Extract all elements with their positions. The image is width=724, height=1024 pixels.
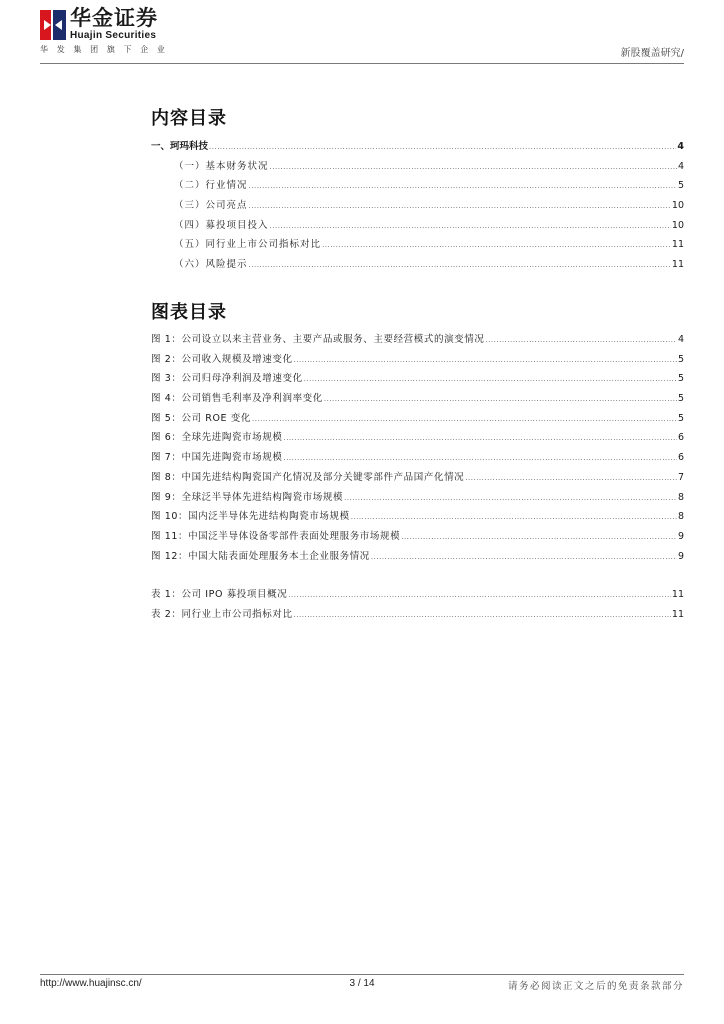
dot-leader bbox=[283, 434, 676, 442]
figure-entry-label: 图 3：公司归母净利润及增速变化 bbox=[151, 373, 303, 385]
figure-entry[interactable] bbox=[151, 548, 684, 568]
toc-entry[interactable] bbox=[151, 236, 684, 256]
toc-entry-label: （四）募投项目投入 bbox=[174, 219, 269, 231]
figure-entry[interactable] bbox=[151, 370, 684, 390]
toc-entry-label: （二）行业情况 bbox=[174, 180, 248, 192]
figure-entry[interactable] bbox=[151, 410, 684, 430]
page-number: 3 / 14 bbox=[349, 978, 375, 989]
brand-name-cn: 华金证券 bbox=[70, 6, 158, 30]
dot-leader bbox=[249, 182, 677, 190]
brand-tagline: 华发集团旗下企业 bbox=[40, 45, 174, 54]
dot-leader bbox=[252, 415, 677, 423]
table-entry-label: 表 1：公司 IPO 募投项目概况 bbox=[151, 589, 288, 600]
footer-divider bbox=[40, 974, 684, 975]
figure-entry[interactable] bbox=[151, 390, 684, 410]
figure-entry[interactable] bbox=[151, 489, 684, 509]
table-entry-page: 11 bbox=[671, 608, 684, 620]
figure-entry-label: 图 12：中国大陆表面处理服务本土企业服务情况 bbox=[151, 550, 370, 562]
dot-leader bbox=[351, 513, 677, 521]
figure-entry-page: 9 bbox=[677, 550, 684, 562]
dot-leader bbox=[294, 356, 677, 364]
report-type: 新股覆盖研究/ bbox=[620, 48, 684, 59]
table-entry-page: 11 bbox=[671, 589, 684, 600]
figure-entry-page: 5 bbox=[677, 412, 684, 424]
dot-leader bbox=[249, 261, 671, 269]
figure-index bbox=[151, 331, 684, 567]
figure-entry[interactable] bbox=[151, 469, 684, 489]
figure-entry-page: 7 bbox=[677, 471, 684, 483]
figure-entry-page: 4 bbox=[677, 334, 684, 345]
figure-entry-page: 8 bbox=[677, 491, 684, 503]
figure-entry[interactable] bbox=[151, 429, 684, 449]
toc-entry-page: 4 bbox=[677, 160, 684, 172]
table-entry[interactable] bbox=[151, 606, 684, 626]
figure-entry-label: 图 2：公司收入规模及增速变化 bbox=[151, 353, 293, 365]
figure-entry-label: 图 9：全球泛半导体先进结构陶瓷市场规模 bbox=[151, 491, 344, 503]
figure-entry-label: 图 7：中国先进陶瓷市场规模 bbox=[151, 452, 283, 464]
toc-entry[interactable] bbox=[151, 177, 684, 197]
toc-entry-page: 11 bbox=[671, 259, 684, 271]
header-divider bbox=[40, 63, 684, 64]
figure-entry[interactable] bbox=[151, 351, 684, 371]
toc-entry-label: （一）基本财务状况 bbox=[174, 160, 269, 172]
toc-entry[interactable] bbox=[151, 256, 684, 276]
dot-leader bbox=[322, 241, 671, 249]
figure-entry[interactable] bbox=[151, 528, 684, 548]
figure-entry[interactable] bbox=[151, 331, 684, 351]
dot-leader bbox=[344, 494, 677, 502]
dot-leader bbox=[304, 375, 677, 383]
table-entry-label: 表 2：同行业上市公司指标对比 bbox=[151, 608, 293, 620]
dot-leader bbox=[249, 202, 671, 210]
dot-leader bbox=[288, 591, 671, 599]
toc-entry-page: 5 bbox=[677, 180, 684, 192]
figure-entry-page: 6 bbox=[677, 452, 684, 464]
figure-entry[interactable] bbox=[151, 449, 684, 469]
table-index bbox=[151, 586, 684, 625]
figure-entry-page: 6 bbox=[677, 432, 684, 444]
huajin-logo-icon bbox=[40, 10, 66, 40]
figure-entry-page: 5 bbox=[677, 353, 684, 365]
dot-leader bbox=[371, 553, 677, 561]
toc-entry[interactable] bbox=[151, 158, 684, 178]
figure-entry[interactable] bbox=[151, 508, 684, 528]
figure-entry-label: 图 11：中国泛半导体设备零部件表面处理服务市场规模 bbox=[151, 530, 401, 542]
toc-entry-label: （五）同行业上市公司指标对比 bbox=[174, 239, 322, 251]
figure-entry-label: 图 4：公司销售毛利率及净利润率变化 bbox=[151, 393, 323, 405]
footer-website-link[interactable]: http://www.huajinsc.cn/ bbox=[40, 978, 142, 989]
dot-leader bbox=[283, 454, 676, 462]
figure-entry-label: 图 1：公司设立以来主营业务、主要产品或服务、主要经营模式的演变情况 bbox=[151, 334, 485, 345]
dot-leader bbox=[209, 143, 676, 151]
toc-entry-label: （三）公司亮点 bbox=[174, 200, 248, 212]
dot-leader bbox=[270, 222, 671, 230]
dot-leader bbox=[485, 336, 676, 344]
dot-leader bbox=[294, 611, 671, 619]
table-entry[interactable] bbox=[151, 586, 684, 606]
figure-entry-label: 图 5：公司 ROE 变化 bbox=[151, 412, 251, 424]
figure-entry-page: 5 bbox=[677, 393, 684, 405]
contents-title: 内容目录 bbox=[151, 108, 227, 129]
figure-entry-label: 图 6：全球先进陶瓷市场规模 bbox=[151, 432, 283, 444]
toc-entry[interactable] bbox=[151, 197, 684, 217]
toc-entry-label: （六）风险提示 bbox=[174, 259, 248, 271]
figure-entry-label: 图 10：国内泛半导体先进结构陶瓷市场规模 bbox=[151, 511, 350, 523]
dot-leader bbox=[324, 395, 677, 403]
page-header bbox=[40, 6, 684, 66]
brand-name-en: Huajin Securities bbox=[70, 30, 157, 41]
toc-entry-page: 11 bbox=[671, 239, 684, 251]
toc-entry-page: 4 bbox=[677, 141, 684, 152]
figure-entry-page: 9 bbox=[677, 530, 684, 542]
figure-entry-page: 5 bbox=[677, 373, 684, 385]
figure-entry-label: 图 8：中国先进结构陶瓷国产化情况及部分关键零部件产品国产化情况 bbox=[151, 471, 465, 483]
table-of-contents bbox=[151, 138, 684, 276]
dot-leader bbox=[465, 474, 677, 482]
toc-entry-label: 一、珂玛科技 bbox=[151, 141, 209, 152]
toc-entry[interactable] bbox=[151, 217, 684, 237]
dot-leader bbox=[401, 533, 677, 541]
charts-index-title: 图表目录 bbox=[151, 302, 227, 323]
toc-entry-page: 10 bbox=[671, 200, 684, 212]
toc-entry[interactable] bbox=[151, 138, 684, 158]
brand-logo bbox=[40, 6, 158, 41]
footer-disclaimer: 请务必阅读正文之后的免责条款部分 bbox=[507, 981, 684, 992]
figure-entry-page: 8 bbox=[677, 511, 684, 523]
dot-leader bbox=[270, 163, 677, 171]
toc-entry-page: 10 bbox=[671, 219, 684, 231]
